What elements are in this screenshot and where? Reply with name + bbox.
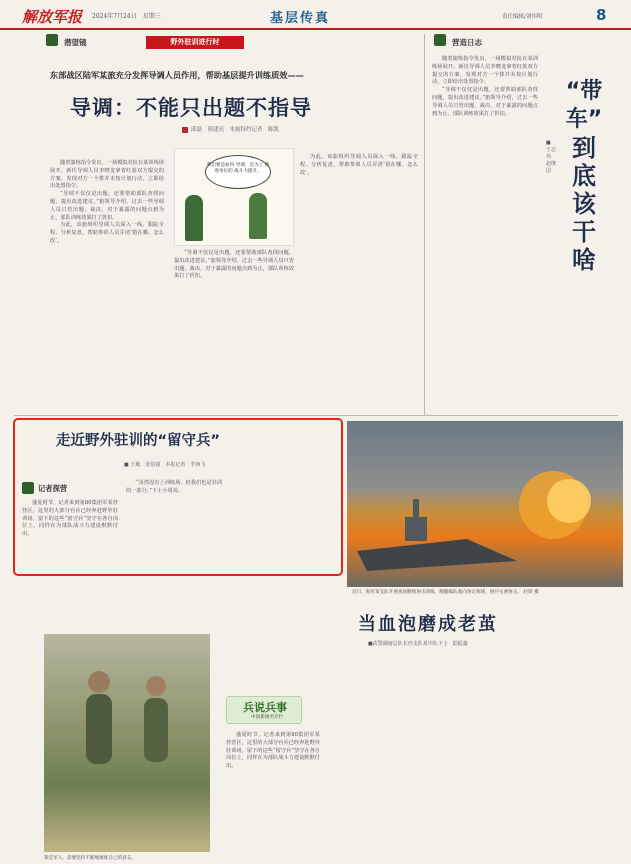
subhead: 东部战区陆军某旅充分发挥导调人员作用，帮助基层提升训练质效—— <box>50 70 304 80</box>
article-body <box>300 154 418 177</box>
byline-text: 邱磊 邢建亮 本报特约记者 陈凯 <box>191 127 280 133</box>
column-label: 营造日志 <box>452 38 482 47</box>
column-card-subtitle: 中国新闻名专栏 <box>251 715 284 720</box>
diary-title-line: “带车” <box>565 79 603 132</box>
column-card-title: 兵说兵事 <box>243 701 287 714</box>
soldier-silhouette-icon <box>44 634 210 852</box>
paragraph: 随着演练指令发出，一场模拟对抗在某训练场展开。新任导调人员李晓龙拿着红蓝双方提交的方案，发现对方一个排并未按计划行动，立即给出处置指令。 <box>432 56 538 86</box>
soldier-figure-icon <box>249 193 267 239</box>
feature-body <box>126 480 222 496</box>
paragraph: 为此，该旅组织导调人员深入一线，跟踪全程、分析复盘，帮助参训人员弄清‘错在哪、怎么改’。 <box>50 222 164 244</box>
column-card <box>226 696 302 724</box>
section-title: 基层传真 <box>270 11 331 26</box>
paragraph: 盛夏时节，记者来到第80集团军某营营区，这里的大部分官兵已经奔赴野外驻训场，留下的这些“留守兵”坚守在各自岗位上，同样在为部队战斗力建设默默付出。 <box>226 732 320 770</box>
bottom-headline: 当血泡磨成老茧 <box>358 614 498 635</box>
paragraph: “导调不仅仅是出题，还要帮助部队查找问题，提出改进建议。”旅领导介绍，过去一些导调人员只管出题、裁决，对于暴露的问题点到为止，部队训练效果打了折扣。 <box>174 250 294 280</box>
paragraph: 随着演练指令发出，一场模拟对抗在某训练场展开。新任导调人员李晓龙拿着红蓝双方提交的方案，发现对方一个排并未按计划行动，立即给出处置指令。 <box>50 160 164 190</box>
editor-credit: 责任编辑/刘伟明 <box>502 14 543 20</box>
paragraph: “虽然没有上训练场，但我们也是驻训的一部分。”下士小周说。 <box>126 480 222 494</box>
naval-gunfire-photo <box>347 421 623 587</box>
diary-title-line: 到底该干啥 <box>572 134 596 274</box>
officer-figure-icon <box>185 195 203 241</box>
bottom-photo-caption: 我是军人，需要坚持不断地锤炼自己的意志。 <box>44 856 136 861</box>
byline-marker-icon <box>182 127 188 133</box>
ship-silhouette-icon <box>347 421 623 587</box>
byline <box>182 125 279 133</box>
newspaper-logo: 解放军报 <box>22 8 83 26</box>
topic-badge: 野外驻训进行时 <box>146 36 244 49</box>
headline: 导调：不能只出题不指导 <box>70 96 312 120</box>
paragraph: 为此，该旅组织导调人员深入一线，跟踪全程、分析复盘，帮助参训人员弄清‘错在哪、怎么改’。 <box>300 154 418 176</box>
soldier-photo <box>44 634 210 852</box>
paragraph: 盛夏时节，记者来到第80集团军某营营区，这里的大部分官兵已经奔赴野外驻训场，留下的这些“留守兵”坚守在各自岗位上，同样在为部队战斗力建设默默付出。 <box>22 500 118 538</box>
feature-body <box>22 500 118 539</box>
feature-headline: 走近野外驻训的“留守兵” <box>56 433 221 449</box>
bottom-byline: ■武警湖南总队长沙支队某中队下士 陆振鑫 <box>368 641 468 647</box>
photo-caption: 近日，海军某支队开展夜间舰炮射击训练，舰艇编队驶向预定海域，展开实弹射击。 赵锋 摄 <box>352 590 539 595</box>
emblem-icon <box>434 34 446 46</box>
publish-date: 2024年7月24日 星期三 <box>92 13 161 20</box>
speech-bubble: 我们要是如何 导调，是为了 推进单位的 战斗力提升。 <box>205 155 271 189</box>
article-body <box>174 250 294 281</box>
diary-body <box>432 56 538 118</box>
emblem-icon <box>46 34 58 46</box>
bottom-body <box>226 732 320 771</box>
column-label: 潜望镜 <box>64 38 87 47</box>
page-number: 8 <box>596 6 607 24</box>
reporter-label: 记者探营 <box>38 484 68 493</box>
emblem-icon <box>22 482 34 494</box>
article-body <box>50 160 164 246</box>
diary-author: ■ 王志伟 赵继国 <box>546 140 557 174</box>
feature-byline: ■ 王敏 张伯强 本报记者 李西飞 <box>124 462 206 468</box>
masthead <box>0 0 631 30</box>
paragraph: “导调不仅仅是出题，还要帮助部队查找问题，提出改进建议。”旅领导介绍，过去一些导调人员只管出题、裁决，对于暴露的问题点到为止，部队训练效果打了折扣。 <box>50 191 164 221</box>
paragraph: “导调不仅仅是出题，还要帮助部队查找问题，提出改进建议。”旅领导介绍，过去一些导调人员只管出题、裁决，对于暴露的问题点到为止，部队训练效果打了折扣。 <box>432 87 538 117</box>
column-divider <box>424 34 425 416</box>
diary-title <box>562 78 606 274</box>
section-divider <box>14 415 618 416</box>
